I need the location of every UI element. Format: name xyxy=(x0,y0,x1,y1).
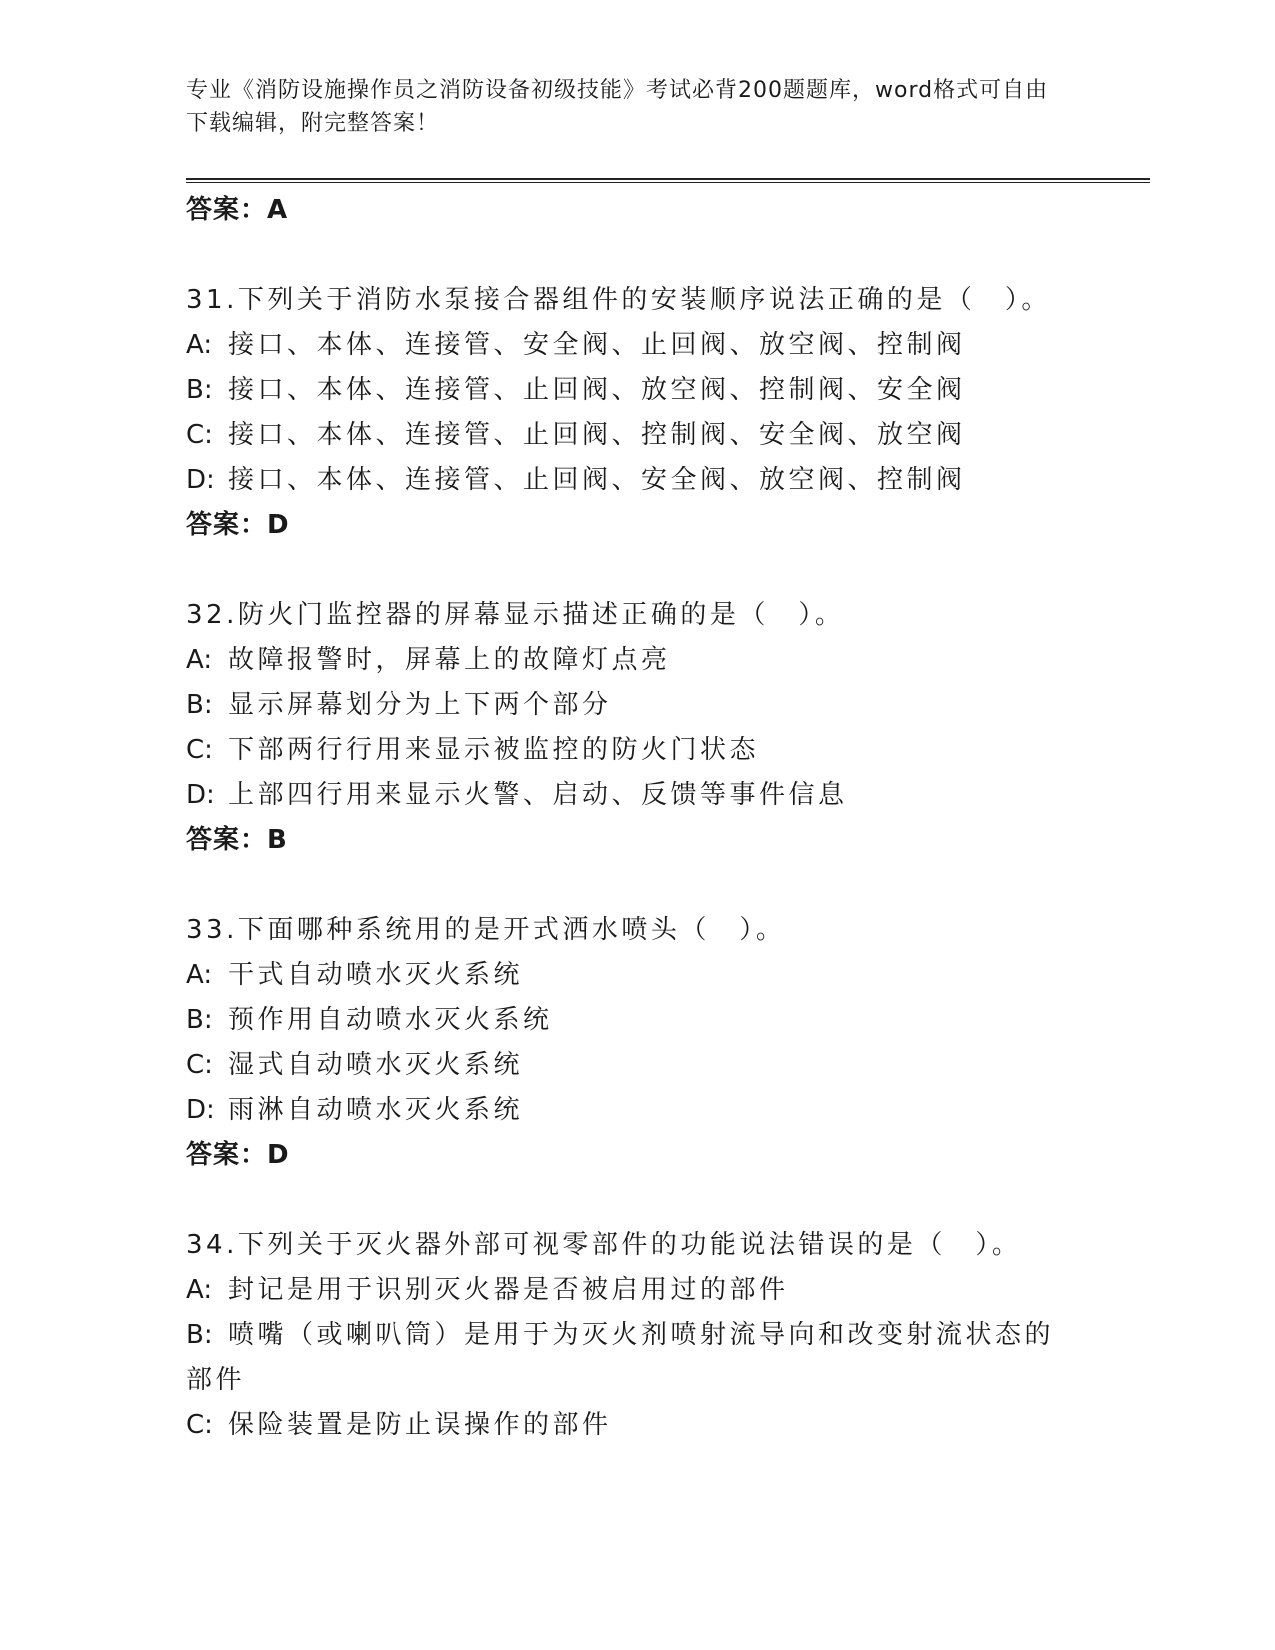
header-divider-thick xyxy=(186,178,1150,180)
option-text: 雨淋自动喷水灭火系统 xyxy=(228,1095,524,1125)
question-stem: 34.下列关于灭火器外部可视零部件的功能说法错误的是（ ）。 xyxy=(186,1230,1022,1260)
option-line xyxy=(186,953,1086,998)
question-stem: 32.防火门监控器的屏幕显示描述正确的是（ ）。 xyxy=(186,600,845,630)
option-letter: D: xyxy=(186,1095,215,1125)
question-stem: 31.下列关于消防水泵接合器组件的安装顺序说法正确的是（ ）。 xyxy=(186,285,1051,315)
document-header: 专业《消防设施操作员之消防设备初级技能》考试必背200题题库，word格式可自由下载编辑，附完整答案！ xyxy=(186,78,1049,136)
option-letter: A: xyxy=(186,1275,213,1305)
option-letter: D: xyxy=(186,780,215,810)
answer-value: B xyxy=(267,825,288,855)
option-text: 封记是用于识别灭火器是否被启用过的部件 xyxy=(228,1275,789,1305)
option-line xyxy=(186,413,1086,458)
option-line xyxy=(186,368,1086,413)
option-text: 下部两行行用来显示被监控的防火门状态 xyxy=(228,735,760,765)
option-letter: A: xyxy=(186,645,213,675)
option-text: 喷嘴（或喇叭筒）是用于为灭火剂喷射流导向和改变射流状态的部件 xyxy=(186,1320,1055,1395)
option-line xyxy=(186,773,1086,818)
option-line xyxy=(186,1268,1086,1313)
option-line xyxy=(186,458,1086,503)
question-list xyxy=(186,188,1086,1448)
option-line xyxy=(186,683,1086,728)
answer-line xyxy=(186,188,1086,233)
option-letter: D: xyxy=(186,465,215,495)
header-divider-thin xyxy=(186,182,1150,183)
answer-prefix: 答案： xyxy=(186,825,268,855)
option-line xyxy=(186,1088,1086,1133)
option-letter: C: xyxy=(186,1050,213,1080)
answer-value: A xyxy=(267,195,289,225)
answer-prefix: 答案： xyxy=(186,195,268,225)
option-text: 接口、本体、连接管、安全阀、止回阀、放空阀、控制阀 xyxy=(228,330,966,360)
answer-line xyxy=(186,1133,1086,1178)
answer-value: D xyxy=(267,1140,290,1170)
option-text: 上部四行用来显示火警、启动、反馈等事件信息 xyxy=(228,780,848,810)
option-letter: B: xyxy=(186,690,213,720)
option-letter: B: xyxy=(186,1320,213,1350)
option-text: 故障报警时，屏幕上的故障灯点亮 xyxy=(228,645,671,675)
option-line xyxy=(186,638,1086,683)
option-letter: A: xyxy=(186,330,213,360)
option-line xyxy=(186,323,1086,368)
answer-prefix: 答案： xyxy=(186,1140,268,1170)
option-text: 接口、本体、连接管、止回阀、放空阀、控制阀、安全阀 xyxy=(228,375,966,405)
answer-prefix: 答案： xyxy=(186,510,268,540)
answer-line xyxy=(186,503,1086,548)
question-stem: 33.下面哪种系统用的是开式洒水喷头（ ）。 xyxy=(186,915,786,945)
option-text: 预作用自动喷水灭火系统 xyxy=(228,1005,553,1035)
option-line xyxy=(186,1403,1086,1448)
option-line xyxy=(186,1313,1066,1403)
option-text: 接口、本体、连接管、止回阀、控制阀、安全阀、放空阀 xyxy=(228,420,966,450)
option-text: 干式自动喷水灭火系统 xyxy=(228,960,524,990)
option-line xyxy=(186,1043,1086,1088)
option-letter: C: xyxy=(186,1410,213,1440)
answer-value: D xyxy=(267,510,290,540)
option-text: 保险装置是防止误操作的部件 xyxy=(228,1410,612,1440)
answer-line xyxy=(186,818,1086,863)
option-letter: B: xyxy=(186,1005,213,1035)
option-letter: C: xyxy=(186,735,213,765)
option-line xyxy=(186,998,1086,1043)
option-text: 接口、本体、连接管、止回阀、安全阀、放空阀、控制阀 xyxy=(228,465,966,495)
option-letter: B: xyxy=(186,375,213,405)
option-letter: A: xyxy=(186,960,213,990)
option-line xyxy=(186,728,1086,773)
option-letter: C: xyxy=(186,420,213,450)
option-text: 显示屏幕划分为上下两个部分 xyxy=(228,690,612,720)
option-text: 湿式自动喷水灭火系统 xyxy=(228,1050,524,1080)
